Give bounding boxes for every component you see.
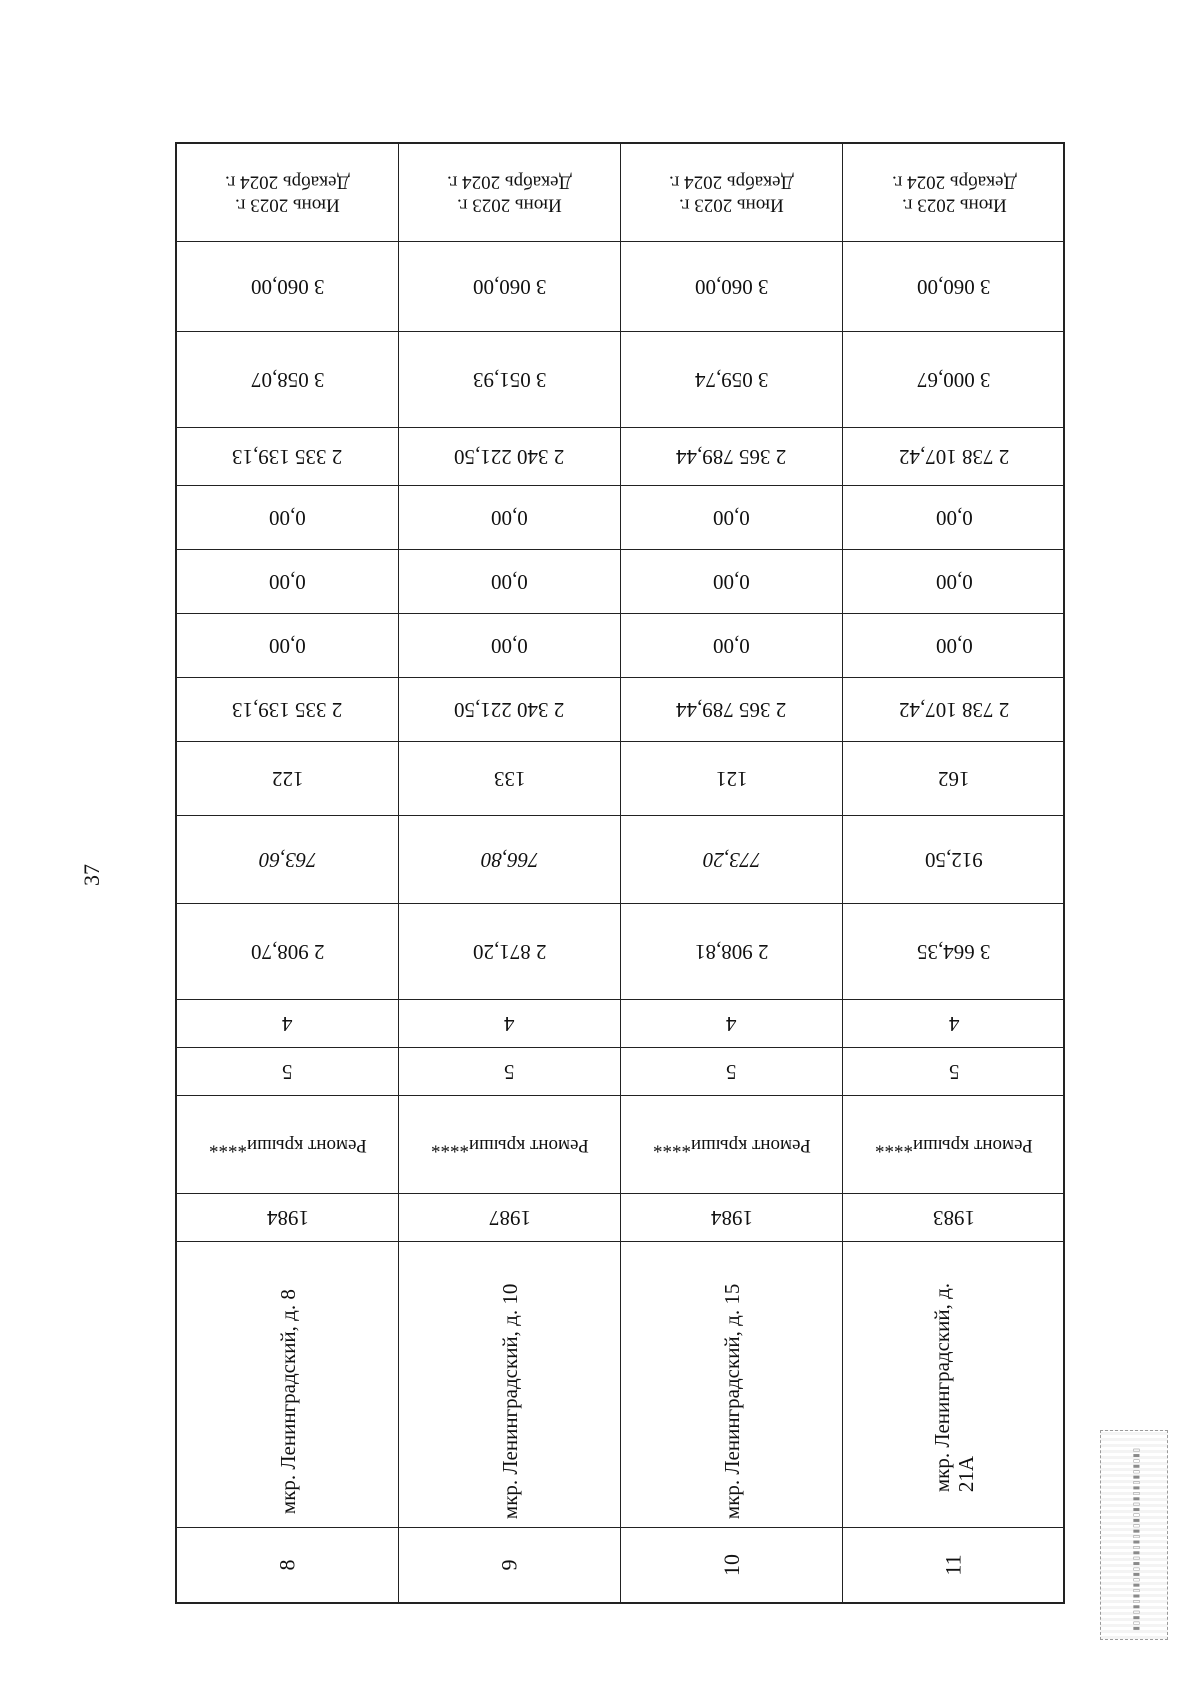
- period-cell: Июнь 2023 г. Декабрь 2024 г.: [177, 144, 398, 242]
- zero-cell: 0,00: [621, 614, 842, 678]
- row-number-cell: 11: [941, 1554, 966, 1576]
- table-row: [177, 144, 399, 1602]
- limit-cost-cell: 3 060,00: [843, 242, 1065, 332]
- residents-cell: 133: [399, 742, 620, 816]
- unit-cost-cell: 3 059,74: [621, 332, 842, 428]
- zero-cell: 0,00: [177, 550, 398, 614]
- area-cell: 766,80: [399, 816, 620, 904]
- unit-cost-cell: 3 058,07: [177, 332, 398, 428]
- repair-table: [175, 142, 1065, 1604]
- total-cost-cell: 2 335 139,13: [177, 428, 398, 486]
- period-cell: Июнь 2023 г. Декабрь 2024 г.: [399, 144, 620, 242]
- cost-sqm-cell: 2 871,20: [399, 904, 620, 1000]
- col4-cell: 4: [621, 1000, 842, 1048]
- work-type-cell: Ремонт крыши****: [399, 1096, 620, 1194]
- row-number-cell: 10: [718, 1554, 744, 1576]
- address-cell: мкр. Ленинградский, д. 21А: [843, 1242, 1065, 1528]
- work-type-cell: Ремонт крыши****: [843, 1096, 1065, 1194]
- total-cell: 2 335 139,13: [177, 678, 398, 742]
- period-cell: Июнь 2023 г. Декабрь 2024 г.: [621, 144, 842, 242]
- zero-cell: 0,00: [399, 614, 620, 678]
- unit-cost-cell: 3 000,67: [843, 332, 1065, 428]
- cost-sqm-cell: 2 908,81: [621, 904, 842, 1000]
- year-cell: 1984: [621, 1194, 842, 1242]
- cost-sqm-cell: 2 908,70: [177, 904, 398, 1000]
- residents-cell: 122: [177, 742, 398, 816]
- page-number: 37: [79, 864, 104, 886]
- year-cell: 1983: [843, 1194, 1065, 1242]
- col5-cell: 5: [621, 1048, 842, 1096]
- col4-cell: 4: [399, 1000, 620, 1048]
- col5-cell: 5: [843, 1048, 1065, 1096]
- zero-cell: 0,00: [621, 486, 842, 550]
- zero-cell: 0,00: [177, 486, 398, 550]
- zero-cell: 0,00: [843, 614, 1065, 678]
- total-cell: 2 738 107,42: [843, 678, 1065, 742]
- total-cell: 2 365 789,44: [621, 678, 842, 742]
- total-cost-cell: 2 340 221,50: [399, 428, 620, 486]
- zero-cell: 0,00: [843, 486, 1065, 550]
- residents-cell: 162: [843, 742, 1065, 816]
- area-cell: 773,20: [621, 816, 842, 904]
- zero-cell: 0,00: [399, 550, 620, 614]
- limit-cost-cell: 3 060,00: [621, 242, 842, 332]
- table-row: [843, 144, 1065, 1602]
- table-row: [399, 144, 621, 1602]
- zero-cell: 0,00: [621, 550, 842, 614]
- total-cost-cell: 2 738 107,42: [843, 428, 1065, 486]
- year-cell: 1987: [399, 1194, 620, 1242]
- area-cell: 912,50: [843, 816, 1065, 904]
- address-cell: мкр. Ленинградский, д. 10: [399, 1242, 620, 1528]
- work-type-cell: Ремонт крыши****: [177, 1096, 398, 1194]
- area-cell: 763,60: [177, 816, 398, 904]
- limit-cost-cell: 3 060,00: [177, 242, 398, 332]
- residents-cell: 121: [621, 742, 842, 816]
- total-cell: 2 340 221,50: [399, 678, 620, 742]
- zero-cell: 0,00: [843, 550, 1065, 614]
- year-cell: 1984: [177, 1194, 398, 1242]
- address-cell: мкр. Ленинградский, д. 8: [177, 1242, 398, 1528]
- col5-cell: 5: [399, 1048, 620, 1096]
- document-stamp: [1100, 1430, 1168, 1640]
- zero-cell: 0,00: [177, 614, 398, 678]
- row-number-cell: 9: [496, 1559, 522, 1571]
- col4-cell: 4: [843, 1000, 1065, 1048]
- address-cell: мкр. Ленинградский, д. 15: [621, 1242, 842, 1528]
- work-type-cell: Ремонт крыши****: [621, 1096, 842, 1194]
- row-number-cell: 8: [274, 1559, 300, 1571]
- unit-cost-cell: 3 051,93: [399, 332, 620, 428]
- stamp-text: ▮▯▮▯▮▯▮▯▮▯▮▯▮▯▮▯▮▯▮▯▮▯▮▯▮▯▮▯▮▯▮▯▮▯: [1131, 1446, 1141, 1631]
- col4-cell: 4: [177, 1000, 398, 1048]
- zero-cell: 0,00: [399, 486, 620, 550]
- limit-cost-cell: 3 060,00: [399, 242, 620, 332]
- total-cost-cell: 2 365 789,44: [621, 428, 842, 486]
- col5-cell: 5: [177, 1048, 398, 1096]
- table-row: [621, 144, 843, 1602]
- period-cell: Июнь 2023 г. Декабрь 2024 г.: [843, 144, 1065, 242]
- cost-sqm-cell: 3 664,35: [843, 904, 1065, 1000]
